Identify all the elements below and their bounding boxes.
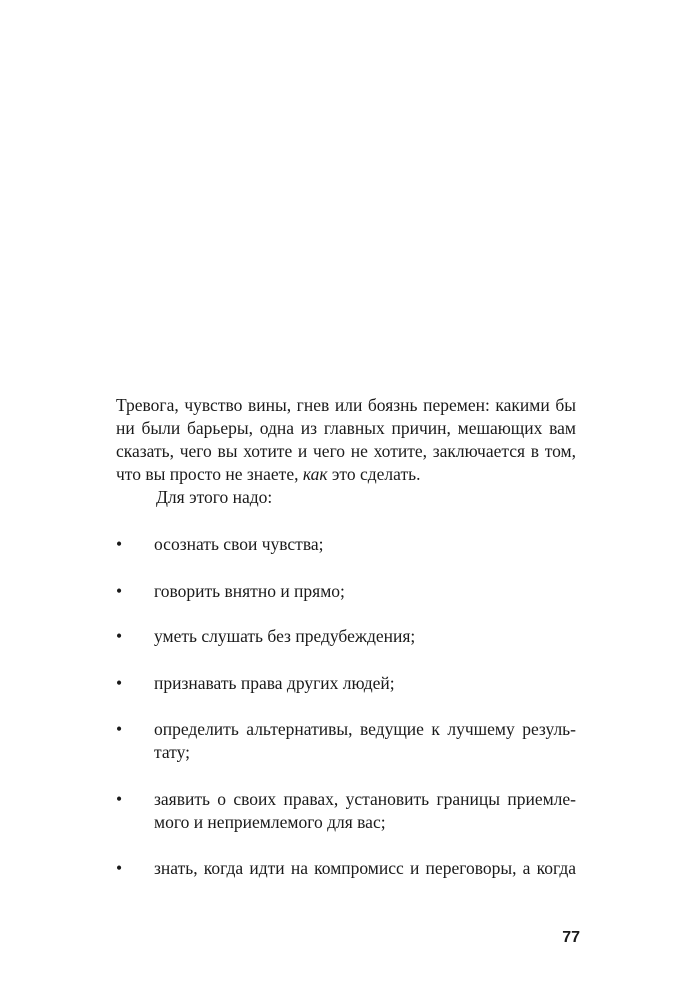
list-item-text: [154, 718, 576, 764]
intro-line-4-end: это сделать.: [327, 464, 421, 484]
intro-line-4-start: что вы просто не знаете,: [116, 464, 303, 484]
lead-in-line: Для этого надо:: [156, 487, 273, 507]
bullet-marker: •: [116, 858, 123, 878]
list-item-text: [154, 533, 576, 556]
list-item-line: тату;: [154, 742, 190, 762]
bullet-marker: •: [116, 789, 123, 809]
bullet-marker: •: [116, 673, 123, 693]
list-item-text: [154, 672, 576, 695]
list-item-line: определить альтернативы, ведущие к лучшему резуль-: [154, 719, 576, 739]
list-item-text: [154, 625, 576, 648]
intro-line-2: ни были барьеры, одна из главных причин, мешающих вам: [116, 418, 576, 438]
list-item-line: говорить внятно и прямо;: [154, 581, 345, 601]
intro-line-1: Тревога, чувство вины, гнев или боязнь перемен: какими бы: [116, 395, 576, 415]
bullet-marker: •: [116, 626, 123, 646]
list-item-line: признавать права других людей;: [154, 673, 395, 693]
list-item-line: знать, когда идти на компромисс и переговоры, а когда: [154, 858, 576, 878]
list-item-line: уметь слушать без предубеждения;: [154, 626, 416, 646]
intro-line-3: сказать, чего вы хотите и чего не хотите, заключается в том,: [116, 441, 576, 461]
intro-line-4: [116, 463, 576, 486]
page-number: 77: [562, 929, 580, 946]
list-item-line: заявить о своих правах, установить границы приемле-: [154, 789, 576, 809]
intro-line-4-italic: как: [302, 464, 328, 484]
list-item-line: мого и неприемлемого для вас;: [154, 812, 386, 832]
list-item-text: [154, 788, 576, 834]
bullet-marker: •: [116, 581, 123, 601]
bullet-marker: •: [116, 534, 123, 554]
intro-paragraph: [116, 394, 576, 509]
bullet-marker: •: [116, 719, 123, 739]
list-item-line: осознать свои чувства;: [154, 534, 324, 554]
list-item-text: [154, 580, 576, 603]
list-item-text: [154, 857, 576, 880]
